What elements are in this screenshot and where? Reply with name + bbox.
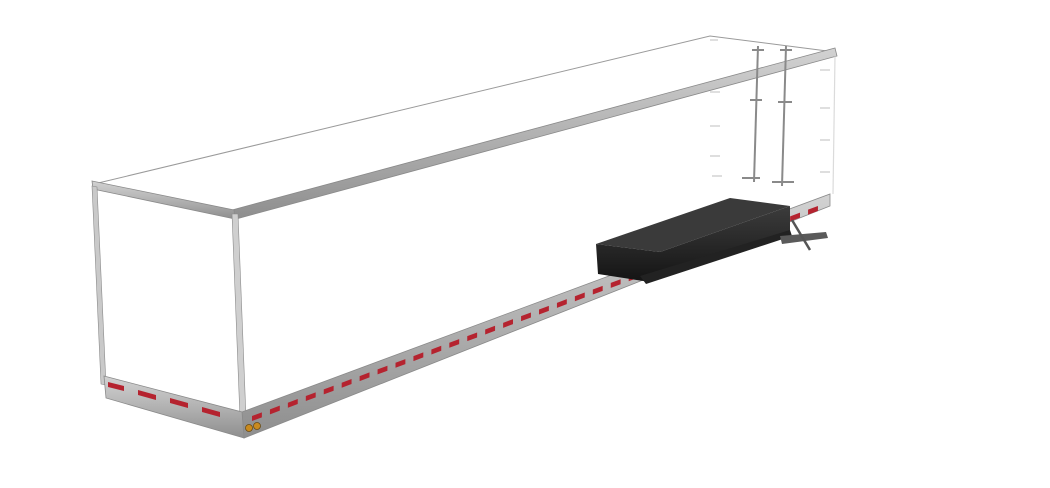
rear-marker-light-left: [246, 425, 253, 432]
rear-marker-light-right: [254, 423, 261, 430]
